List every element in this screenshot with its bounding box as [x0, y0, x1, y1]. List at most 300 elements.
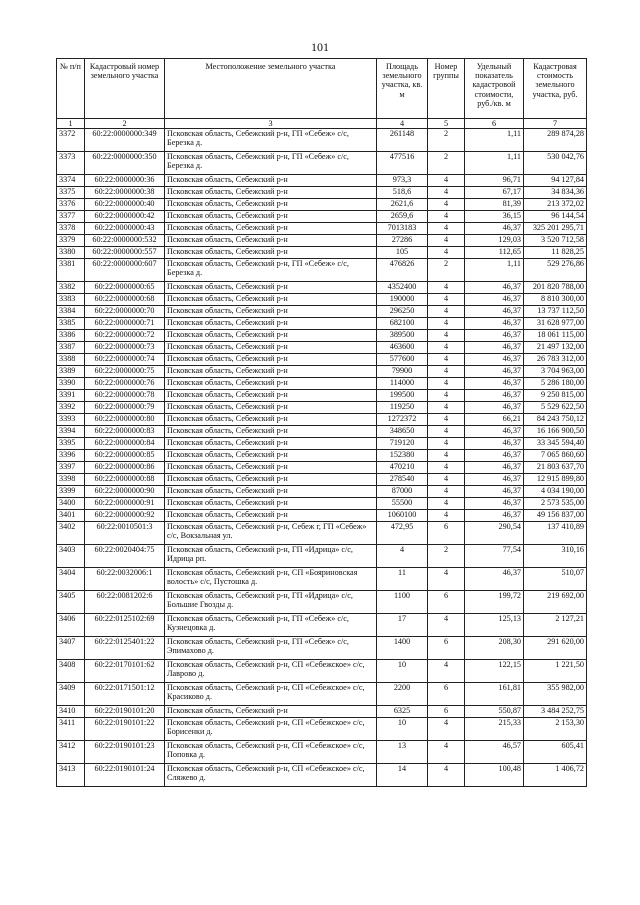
column-number: 1 [57, 119, 85, 129]
table-row [57, 426, 587, 438]
area: 1400 [377, 637, 428, 660]
row-number: 3388 [57, 354, 85, 366]
row-number: 3389 [57, 366, 85, 378]
specific-indicator: 67,17 [465, 187, 524, 199]
table-row [57, 318, 587, 330]
location: Псковская область, Себежский р-н, Себеж г, ГП «Себеж» с/с, Вокзальная ул. [165, 522, 377, 545]
cadastral-cost: 3 520 712,58 [524, 235, 587, 247]
cadastral-cost: 1 221,50 [524, 660, 587, 683]
area: 719120 [377, 438, 428, 450]
cadastral-cost: 325 201 295,71 [524, 223, 587, 235]
header-cadastral-number: Кадастровый номер земельного участка [85, 59, 165, 119]
group-number: 6 [428, 683, 465, 706]
cadastral-cost: 291 620,00 [524, 637, 587, 660]
specific-indicator: 290,54 [465, 522, 524, 545]
row-number: 3408 [57, 660, 85, 683]
area: 190000 [377, 294, 428, 306]
group-number: 2 [428, 152, 465, 175]
location: Псковская область, Себежский р-н [165, 438, 377, 450]
area: 2659,6 [377, 211, 428, 223]
table-row [57, 354, 587, 366]
location: Псковская область, Себежский р-н, ГП «Себеж» с/с, Эпимахово д. [165, 637, 377, 660]
cadastral-cost: 2 153,30 [524, 718, 587, 741]
table-row [57, 175, 587, 187]
row-number: 3401 [57, 510, 85, 522]
specific-indicator: 46,37 [465, 342, 524, 354]
cadastral-cost: 49 156 837,00 [524, 510, 587, 522]
location: Псковская область, Себежский р-н [165, 223, 377, 235]
group-number: 4 [428, 318, 465, 330]
table-row [57, 306, 587, 318]
specific-indicator: 208,30 [465, 637, 524, 660]
page-number: 101 [311, 40, 329, 54]
table-row [57, 591, 587, 614]
cadastral-cost: 8 810 300,00 [524, 294, 587, 306]
area: 79900 [377, 366, 428, 378]
specific-indicator: 215,33 [465, 718, 524, 741]
table-row [57, 683, 587, 706]
row-number: 3399 [57, 486, 85, 498]
cadastral-number: 60:22:0000000:84 [85, 438, 165, 450]
location: Псковская область, Себежский р-н [165, 706, 377, 718]
area: 87000 [377, 486, 428, 498]
area: 463600 [377, 342, 428, 354]
specific-indicator: 129,03 [465, 235, 524, 247]
row-number: 3391 [57, 390, 85, 402]
row-number: 3374 [57, 175, 85, 187]
cadastral-number: 60:22:0000000:86 [85, 462, 165, 474]
cadastral-number: 60:22:0000000:91 [85, 498, 165, 510]
specific-indicator: 112,65 [465, 247, 524, 259]
cadastral-cost: 5 286 180,00 [524, 378, 587, 390]
cadastral-cost: 530 042,76 [524, 152, 587, 175]
area: 6325 [377, 706, 428, 718]
cadastral-cost: 31 628 977,00 [524, 318, 587, 330]
specific-indicator: 100,48 [465, 764, 524, 787]
group-number: 4 [428, 438, 465, 450]
specific-indicator: 125,13 [465, 614, 524, 637]
area: 2621,6 [377, 199, 428, 211]
cadastral-number: 60:22:0000000:65 [85, 282, 165, 294]
cadastral-number: 60:22:0000000:76 [85, 378, 165, 390]
specific-indicator: 46,37 [465, 330, 524, 342]
group-number: 4 [428, 306, 465, 318]
cadastral-cost: 219 692,00 [524, 591, 587, 614]
location: Псковская область, Себежский р-н, СП «Себежское» с/с, Поповка д. [165, 741, 377, 764]
group-number: 2 [428, 129, 465, 152]
cadastral-number: 60:22:0171501:12 [85, 683, 165, 706]
group-number: 4 [428, 199, 465, 211]
cadastral-number: 60:22:0000000:90 [85, 486, 165, 498]
cadastral-cost: 201 820 788,00 [524, 282, 587, 294]
table-row [57, 637, 587, 660]
location: Псковская область, Себежский р-н [165, 187, 377, 199]
location: Псковская область, Себежский р-н [165, 510, 377, 522]
group-number: 4 [428, 354, 465, 366]
cadastral-number: 60:22:0000000:349 [85, 129, 165, 152]
group-number: 4 [428, 366, 465, 378]
cadastral-number: 60:22:0190101:24 [85, 764, 165, 787]
area: 389500 [377, 330, 428, 342]
cadastral-cost: 16 166 900,50 [524, 426, 587, 438]
cadastral-cost: 2 127,21 [524, 614, 587, 637]
row-number: 3381 [57, 259, 85, 282]
row-number: 3377 [57, 211, 85, 223]
table-row [57, 247, 587, 259]
group-number: 4 [428, 764, 465, 787]
specific-indicator: 46,37 [465, 223, 524, 235]
cadastral-number: 60:22:0000000:88 [85, 474, 165, 486]
area: 114000 [377, 378, 428, 390]
row-number: 3403 [57, 545, 85, 568]
area: 55500 [377, 498, 428, 510]
area: 10 [377, 718, 428, 741]
location: Псковская область, Себежский р-н [165, 402, 377, 414]
group-number: 4 [428, 718, 465, 741]
group-number: 2 [428, 259, 465, 282]
group-number: 4 [428, 211, 465, 223]
cadastral-number: 60:22:0081202:6 [85, 591, 165, 614]
specific-indicator: 1,11 [465, 152, 524, 175]
table-row [57, 706, 587, 718]
location: Псковская область, Себежский р-н [165, 235, 377, 247]
location: Псковская область, Себежский р-н, ГП «Себеж» с/с, Березка д. [165, 129, 377, 152]
cadastral-number: 60:22:0000000:75 [85, 366, 165, 378]
area: 1060100 [377, 510, 428, 522]
area: 17 [377, 614, 428, 637]
row-number: 3373 [57, 152, 85, 175]
cadastral-number: 60:22:0190101:22 [85, 718, 165, 741]
table-row [57, 522, 587, 545]
specific-indicator: 77,54 [465, 545, 524, 568]
row-number: 3400 [57, 498, 85, 510]
area: 278540 [377, 474, 428, 486]
cadastral-number: 60:22:0000000:79 [85, 402, 165, 414]
location: Псковская область, Себежский р-н [165, 211, 377, 223]
specific-indicator: 161,81 [465, 683, 524, 706]
specific-indicator: 46,37 [465, 294, 524, 306]
cadastral-number: 60:22:0000000:70 [85, 306, 165, 318]
cadastral-number: 60:22:0170101:62 [85, 660, 165, 683]
area: 152380 [377, 450, 428, 462]
table-row [57, 152, 587, 175]
cadastral-cost: 11 828,25 [524, 247, 587, 259]
cadastral-cost: 289 874,28 [524, 129, 587, 152]
header-cadastral-cost: Кадастровая стоимость земельного участка, руб. [524, 59, 587, 119]
row-number: 3404 [57, 568, 85, 591]
table-row [57, 211, 587, 223]
cadastral-cost: 26 783 312,00 [524, 354, 587, 366]
column-number: 6 [465, 119, 524, 129]
specific-indicator: 66,21 [465, 414, 524, 426]
header-specific-indicator: Удельный показатель кадастровой стоимости, руб./кв. м [465, 59, 524, 119]
specific-indicator: 46,37 [465, 474, 524, 486]
cadastral-cost: 9 250 815,00 [524, 390, 587, 402]
table-header-row [57, 59, 587, 119]
cadastral-cost: 2 573 535,00 [524, 498, 587, 510]
cadastral-number: 60:22:0000000:607 [85, 259, 165, 282]
table-row [57, 129, 587, 152]
cadastral-number: 60:22:0000000:40 [85, 199, 165, 211]
area: 14 [377, 764, 428, 787]
specific-indicator: 1,11 [465, 259, 524, 282]
group-number: 4 [428, 330, 465, 342]
location: Псковская область, Себежский р-н, ГП «Идрица» с/с, Идрица рп. [165, 545, 377, 568]
area: 682100 [377, 318, 428, 330]
location: Псковская область, Себежский р-н, СП «Себежское» с/с, Борисенки д. [165, 718, 377, 741]
table-row [57, 462, 587, 474]
row-number: 3396 [57, 450, 85, 462]
specific-indicator: 96,71 [465, 175, 524, 187]
location: Псковская область, Себежский р-н [165, 426, 377, 438]
area: 477516 [377, 152, 428, 175]
area: 11 [377, 568, 428, 591]
location: Псковская область, Себежский р-н [165, 306, 377, 318]
group-number: 6 [428, 522, 465, 545]
row-number: 3393 [57, 414, 85, 426]
row-number: 3385 [57, 318, 85, 330]
area: 973,3 [377, 175, 428, 187]
area: 27286 [377, 235, 428, 247]
area: 577600 [377, 354, 428, 366]
area: 348650 [377, 426, 428, 438]
header-location: Местоположение земельного участка [165, 59, 377, 119]
cadastral-number: 60:22:0000000:80 [85, 414, 165, 426]
group-number: 4 [428, 378, 465, 390]
cadastral-cost: 7 065 860,60 [524, 450, 587, 462]
cadastral-number: 60:22:0190101:20 [85, 706, 165, 718]
cadastral-cost: 3 484 252,75 [524, 706, 587, 718]
location: Псковская область, Себежский р-н [165, 486, 377, 498]
cadastral-cost: 529 276,86 [524, 259, 587, 282]
area: 518,6 [377, 187, 428, 199]
table-row [57, 294, 587, 306]
row-number: 3392 [57, 402, 85, 414]
specific-indicator: 36,15 [465, 211, 524, 223]
area: 4352400 [377, 282, 428, 294]
column-number: 4 [377, 119, 428, 129]
location: Псковская область, Себежский р-н [165, 175, 377, 187]
group-number: 4 [428, 568, 465, 591]
cadastral-cost: 13 737 112,50 [524, 306, 587, 318]
area: 261148 [377, 129, 428, 152]
row-number: 3407 [57, 637, 85, 660]
area: 7013183 [377, 223, 428, 235]
group-number: 6 [428, 637, 465, 660]
cadastral-cost: 96 144,54 [524, 211, 587, 223]
group-number: 4 [428, 342, 465, 354]
cadastral-number: 60:22:0000000:36 [85, 175, 165, 187]
specific-indicator: 46,37 [465, 366, 524, 378]
cadastral-cost: 213 372,02 [524, 199, 587, 211]
group-number: 4 [428, 741, 465, 764]
row-number: 3395 [57, 438, 85, 450]
location: Псковская область, Себежский р-н [165, 366, 377, 378]
column-number: 3 [165, 119, 377, 129]
row-number: 3379 [57, 235, 85, 247]
table-row [57, 342, 587, 354]
group-number: 6 [428, 706, 465, 718]
table-row [57, 510, 587, 522]
location: Псковская область, Себежский р-н, ГП «Себеж» с/с, Березка д. [165, 259, 377, 282]
location: Псковская область, Себежский р-н [165, 282, 377, 294]
column-number-row [57, 119, 587, 129]
table-row [57, 259, 587, 282]
table-row [57, 330, 587, 342]
group-number: 4 [428, 390, 465, 402]
area: 2200 [377, 683, 428, 706]
specific-indicator: 1,11 [465, 129, 524, 152]
group-number: 4 [428, 175, 465, 187]
cadastral-number: 60:22:0000000:43 [85, 223, 165, 235]
location: Псковская область, Себежский р-н [165, 450, 377, 462]
cadastral-number: 60:22:0190101:23 [85, 741, 165, 764]
cadastral-cost: 3 704 963,00 [524, 366, 587, 378]
row-number: 3398 [57, 474, 85, 486]
cadastral-cost: 137 410,89 [524, 522, 587, 545]
specific-indicator: 550,87 [465, 706, 524, 718]
table-row [57, 414, 587, 426]
row-number: 3412 [57, 741, 85, 764]
cadastral-cost: 5 529 622,50 [524, 402, 587, 414]
location: Псковская область, Себежский р-н [165, 342, 377, 354]
location: Псковская область, Себежский р-н, ГП «Идрица» с/с, Большие Гвозды д. [165, 591, 377, 614]
table-row [57, 450, 587, 462]
column-number: 5 [428, 119, 465, 129]
location: Псковская область, Себежский р-н [165, 378, 377, 390]
group-number: 4 [428, 426, 465, 438]
cadastral-number: 60:22:0000000:85 [85, 450, 165, 462]
group-number: 4 [428, 223, 465, 235]
row-number: 3372 [57, 129, 85, 152]
cadastral-number: 60:22:0032006:1 [85, 568, 165, 591]
table-row [57, 486, 587, 498]
location: Псковская область, Себежский р-н [165, 247, 377, 259]
cadastral-cost: 84 243 750,12 [524, 414, 587, 426]
row-number: 3394 [57, 426, 85, 438]
specific-indicator: 46,37 [465, 486, 524, 498]
row-number: 3410 [57, 706, 85, 718]
group-number: 4 [428, 462, 465, 474]
specific-indicator: 46,37 [465, 510, 524, 522]
row-number: 3405 [57, 591, 85, 614]
cadastral-cost: 310,16 [524, 545, 587, 568]
area: 472,95 [377, 522, 428, 545]
location: Псковская область, Себежский р-н [165, 390, 377, 402]
area: 10 [377, 660, 428, 683]
table-row [57, 614, 587, 637]
cadastral-number: 60:22:0000000:72 [85, 330, 165, 342]
cadastral-cost: 33 345 594,40 [524, 438, 587, 450]
row-number: 3378 [57, 223, 85, 235]
location: Псковская область, Себежский р-н [165, 330, 377, 342]
group-number: 4 [428, 294, 465, 306]
group-number: 4 [428, 247, 465, 259]
table-row [57, 718, 587, 741]
cadastral-value-table [56, 58, 587, 787]
column-number: 7 [524, 119, 587, 129]
table-row [57, 402, 587, 414]
table-row [57, 235, 587, 247]
row-number: 3375 [57, 187, 85, 199]
group-number: 4 [428, 187, 465, 199]
cadastral-number: 60:22:0000000:73 [85, 342, 165, 354]
row-number: 3406 [57, 614, 85, 637]
table-row [57, 498, 587, 510]
table-row [57, 568, 587, 591]
table-row [57, 741, 587, 764]
cadastral-cost: 510,07 [524, 568, 587, 591]
table-row [57, 199, 587, 211]
area: 105 [377, 247, 428, 259]
specific-indicator: 46,37 [465, 378, 524, 390]
row-number: 3383 [57, 294, 85, 306]
table-row [57, 474, 587, 486]
row-number: 3380 [57, 247, 85, 259]
cadastral-cost: 4 034 190,00 [524, 486, 587, 498]
group-number: 4 [428, 660, 465, 683]
specific-indicator: 46,37 [465, 450, 524, 462]
table-row [57, 764, 587, 787]
table-row [57, 223, 587, 235]
specific-indicator: 46,37 [465, 568, 524, 591]
cadastral-number: 60:22:0000000:92 [85, 510, 165, 522]
table-row [57, 378, 587, 390]
area: 476826 [377, 259, 428, 282]
specific-indicator: 46,37 [465, 282, 524, 294]
location: Псковская область, Себежский р-н [165, 354, 377, 366]
group-number: 4 [428, 282, 465, 294]
cadastral-number: 60:22:0000000:74 [85, 354, 165, 366]
group-number: 4 [428, 450, 465, 462]
table-row [57, 660, 587, 683]
group-number: 4 [428, 498, 465, 510]
table-row [57, 390, 587, 402]
cadastral-number: 60:22:0020404:75 [85, 545, 165, 568]
cadastral-number: 60:22:0125102:69 [85, 614, 165, 637]
cadastral-cost: 605,41 [524, 741, 587, 764]
specific-indicator: 81,39 [465, 199, 524, 211]
header-group: Номер группы [428, 59, 465, 119]
cadastral-cost: 21 803 637,70 [524, 462, 587, 474]
area: 119250 [377, 402, 428, 414]
row-number: 3413 [57, 764, 85, 787]
area: 1272372 [377, 414, 428, 426]
group-number: 4 [428, 235, 465, 247]
specific-indicator: 46,37 [465, 306, 524, 318]
cadastral-number: 60:22:0010501:3 [85, 522, 165, 545]
location: Псковская область, Себежский р-н, СП «Себежское» с/с, Лаврово д. [165, 660, 377, 683]
cadastral-number: 60:22:0000000:532 [85, 235, 165, 247]
specific-indicator: 46,37 [465, 498, 524, 510]
location: Псковская область, Себежский р-н [165, 318, 377, 330]
location: Псковская область, Себежский р-н, СП «Бояриновская волость» с/с, Пустошка д. [165, 568, 377, 591]
table-row [57, 366, 587, 378]
cadastral-number: 60:22:0000000:68 [85, 294, 165, 306]
area: 470210 [377, 462, 428, 474]
row-number: 3402 [57, 522, 85, 545]
row-number: 3390 [57, 378, 85, 390]
area: 4 [377, 545, 428, 568]
location: Псковская область, Себежский р-н, СП «Себежское» с/с, Сляжево д. [165, 764, 377, 787]
cadastral-number: 60:22:0000000:557 [85, 247, 165, 259]
group-number: 4 [428, 486, 465, 498]
specific-indicator: 122,15 [465, 660, 524, 683]
cadastral-cost: 21 497 132,00 [524, 342, 587, 354]
row-number: 3387 [57, 342, 85, 354]
group-number: 4 [428, 510, 465, 522]
cadastral-cost: 1 406,72 [524, 764, 587, 787]
